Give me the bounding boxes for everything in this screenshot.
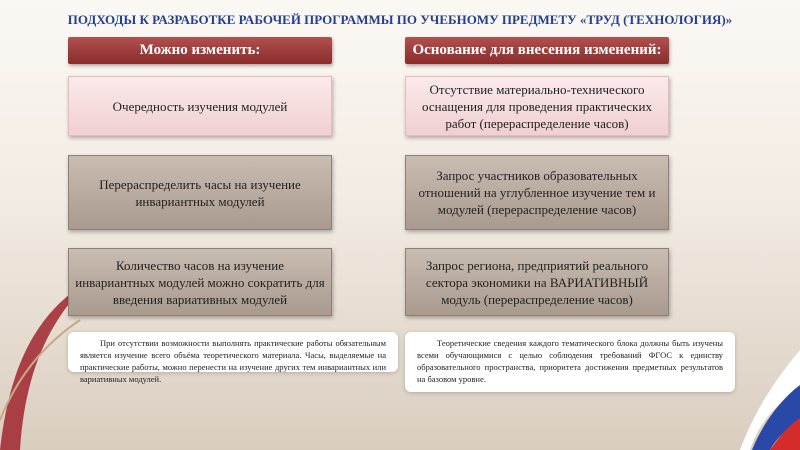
left-item-3: Количество часов на изучение инвариантных модулей можно сократить для введения вариативных модулей: [68, 248, 332, 316]
right-note: [405, 332, 735, 392]
slide-title: ПОДХОДЫ К РАЗРАБОТКЕ РАБОЧЕЙ ПРОГРАММЫ ПО УЧЕБНОМУ ПРЕДМЕТУ «ТРУД (ТЕХНОЛОГИЯ)»: [67, 12, 733, 27]
left-item-1: Очередность изучения модулей: [68, 76, 332, 136]
left-column-header: Можно изменить:: [68, 37, 332, 64]
left-note: [68, 332, 398, 384]
right-item-3: Запрос региона, предприятий реального сектора экономики на ВАРИАТИВНЫЙ модуль (перераспределение часов): [405, 248, 669, 316]
right-note-text: Теоретические сведения каждого тематического блока должны быть изучены всеми обучающимися с целью соблюдения требований ФГОС к единству образовательного пространства, приоритета достижения предметных результатов на базовом уровне.: [417, 338, 723, 384]
left-note-text: При отсутствии возможности выполнять практические работы обязательным является изучение всего объёма теоретического материала. Часы, выделяемые на практические работы, можно перенести на изучение других тем инвариантных или вариативных модулей.: [80, 338, 386, 384]
right-item-1: Отсутствие материально-технического оснащения для проведения практических работ (перераспределение часов): [405, 76, 669, 136]
right-item-2: Запрос участников образовательных отношений на углубленное изучение тем и модулей (перераспределение часов): [405, 155, 669, 230]
left-item-2: Перераспределить часы на изучение инвариантных модулей: [68, 155, 332, 230]
flag-ribbon-decoration: [740, 330, 800, 450]
right-column-header: Основание для внесения изменений:: [405, 37, 669, 64]
